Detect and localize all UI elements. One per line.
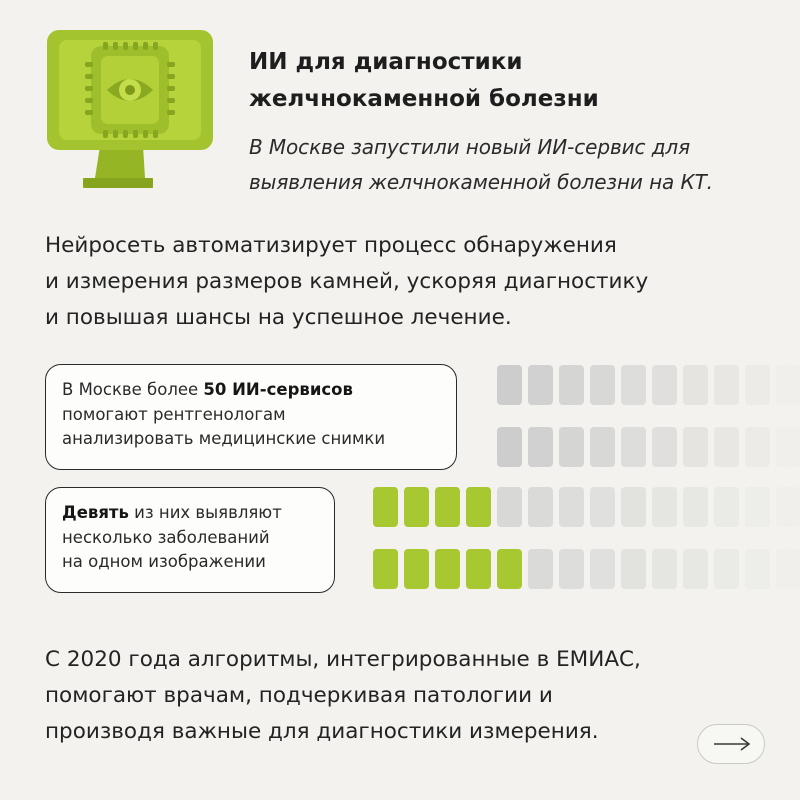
service-bar — [497, 487, 522, 527]
fact-text: В Москве более — [62, 380, 204, 399]
service-bar — [714, 365, 739, 405]
title-line: желчнокаменной болезни — [249, 86, 599, 112]
service-bar — [745, 365, 770, 405]
service-bar — [559, 427, 584, 467]
service-bar — [559, 549, 584, 589]
fact-line: помогают рентгенологам — [62, 404, 286, 424]
service-bar — [621, 427, 646, 467]
service-bar — [714, 549, 739, 589]
service-bar — [776, 365, 800, 405]
intro-line: и повышая шансы на успешное лечение. — [45, 305, 512, 330]
service-bar — [528, 427, 553, 467]
service-bar — [590, 427, 615, 467]
service-bar — [621, 487, 646, 527]
service-bar — [745, 487, 770, 527]
service-bar — [745, 427, 770, 467]
service-bar — [714, 427, 739, 467]
service-bar — [683, 549, 708, 589]
service-bar — [466, 549, 491, 589]
subtitle-line: В Москве запустили новый ИИ-сервис для — [249, 135, 691, 159]
service-bar — [776, 549, 800, 589]
service-bar — [497, 549, 522, 589]
service-bar — [652, 427, 677, 467]
fact-text: из них выявляют — [128, 503, 282, 522]
fact-line: на одном изображении — [62, 552, 266, 571]
intro-line: Нейросеть автоматизирует процесс обнаружения — [45, 233, 617, 258]
service-bar — [497, 365, 522, 405]
service-bar — [776, 487, 800, 527]
service-bar — [559, 365, 584, 405]
service-bar — [590, 549, 615, 589]
service-bar — [652, 549, 677, 589]
service-bar — [528, 365, 553, 405]
footer-line: С 2020 года алгоритмы, интегрированные в ЕМИАС, — [45, 647, 641, 672]
service-bar — [404, 487, 429, 527]
service-bar — [683, 487, 708, 527]
service-bar — [466, 487, 491, 527]
service-bar — [373, 549, 398, 589]
service-bar — [590, 487, 615, 527]
service-bar — [435, 549, 460, 589]
service-bar — [435, 487, 460, 527]
arrow-right-icon — [712, 736, 752, 752]
intro-line: и измерения размеров камней, ускоряя диагностику — [45, 269, 649, 294]
service-bar — [373, 487, 398, 527]
footer-paragraph — [45, 642, 775, 750]
service-bar — [745, 549, 770, 589]
service-bar — [497, 427, 522, 467]
service-bar — [683, 427, 708, 467]
fact-highlight: 50 ИИ-сервисов — [203, 380, 353, 399]
service-bar — [652, 365, 677, 405]
service-bar — [683, 365, 708, 405]
footer-line: помогают врачам, подчеркивая патологии и — [45, 683, 553, 708]
service-bar — [559, 487, 584, 527]
service-bar — [621, 365, 646, 405]
service-bar — [404, 549, 429, 589]
next-button[interactable] — [697, 724, 765, 764]
fact-line: несколько заболеваний — [62, 527, 270, 547]
service-bar — [528, 487, 553, 527]
fact-line: анализировать медицинские снимки — [62, 429, 386, 448]
service-bar — [652, 487, 677, 527]
footer-line: производя важные для диагностики измерения. — [45, 719, 599, 744]
service-bar — [590, 365, 615, 405]
service-bar — [621, 549, 646, 589]
service-bar — [528, 549, 553, 589]
title-line: ИИ для диагностики — [249, 49, 523, 75]
subtitle-line: выявления желчнокаменной болезни на КТ. — [249, 170, 713, 194]
service-bar — [776, 427, 800, 467]
fact-highlight: Девять — [62, 503, 129, 522]
service-bar — [714, 487, 739, 527]
